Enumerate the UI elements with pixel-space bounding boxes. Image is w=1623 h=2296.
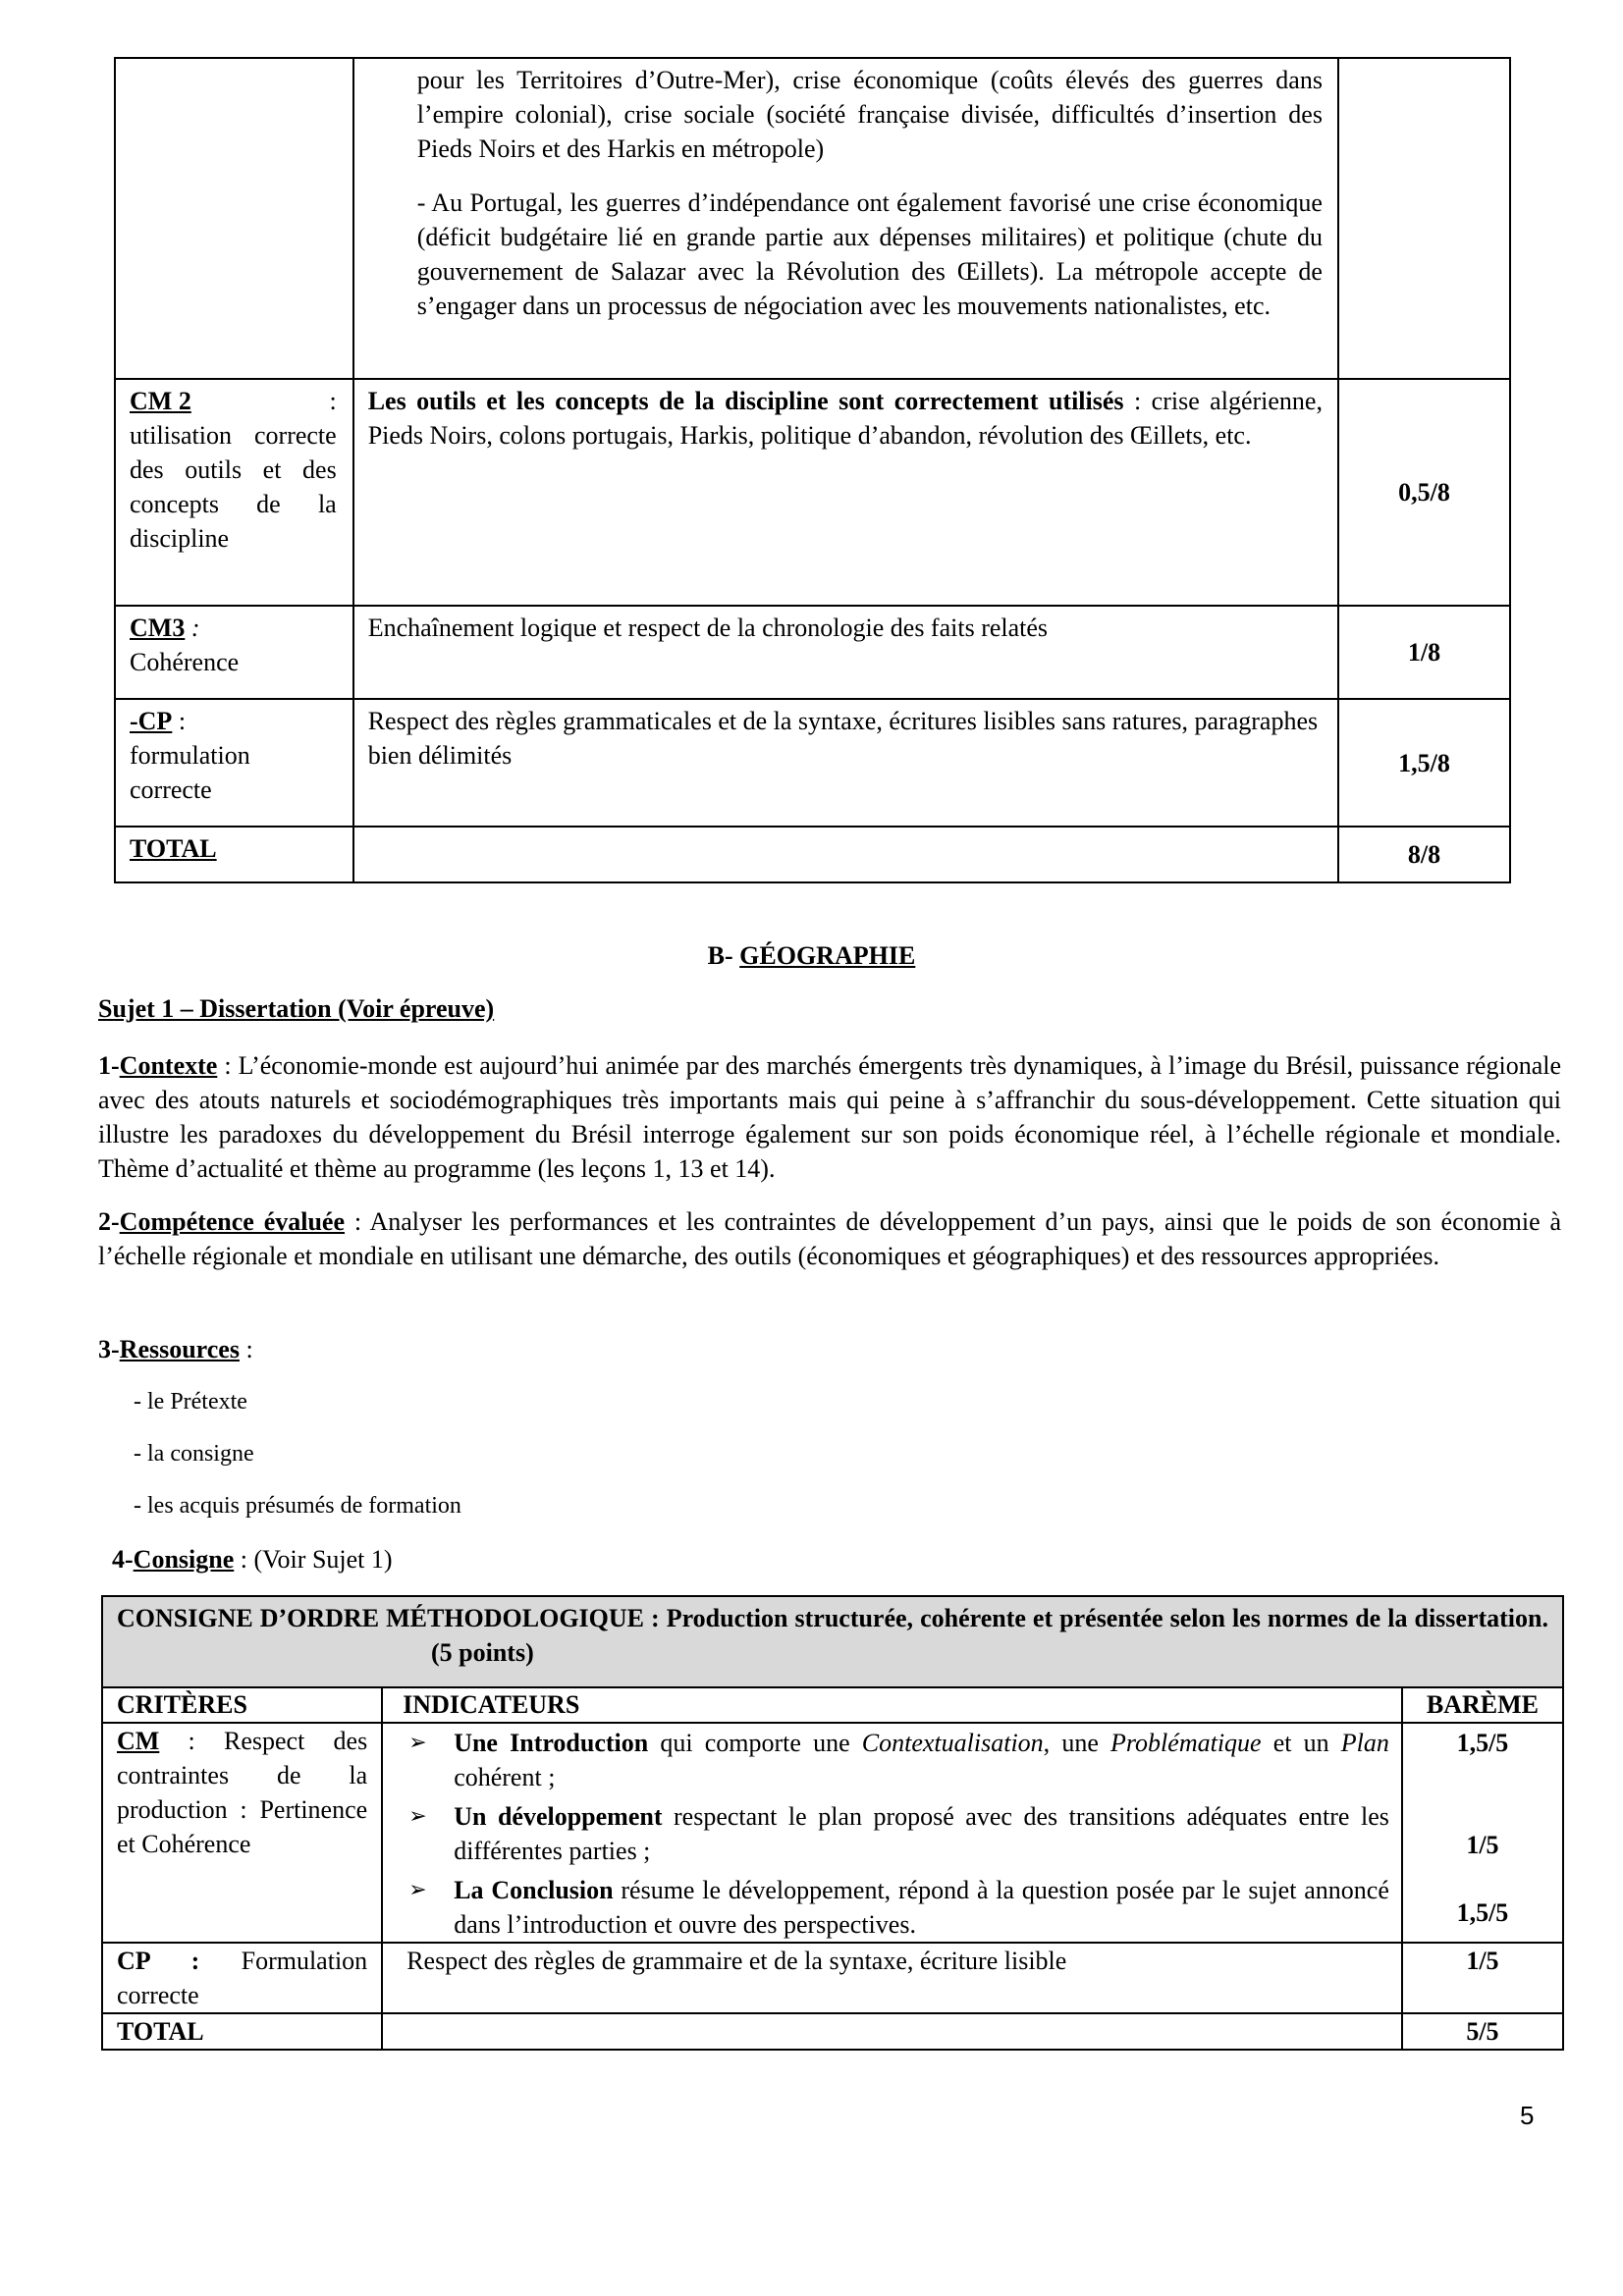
total-score: 5/5: [1402, 2013, 1563, 2050]
consigne-num: 4-: [112, 1545, 134, 1574]
indicator-bold: Les outils et les concepts de la discipline sont correctement utilisés: [367, 387, 1124, 415]
table-row: [115, 699, 1510, 827]
list-item: - le Prétexte: [134, 1389, 247, 1415]
indicator-cell: [353, 58, 1338, 379]
list-item: - la consigne: [134, 1441, 254, 1467]
consigne-header-points: (5 points): [431, 1638, 534, 1667]
consigne-heading: [112, 1542, 1575, 1576]
indicator-text: respectant le plan proposé avec des transitions adéquates entre les différentes parties ;: [454, 1802, 1389, 1865]
criteria-label: Formulation correcte: [117, 1947, 368, 2009]
arrow-bullet-icon: ➢: [408, 1804, 427, 1829]
total-label: TOTAL: [102, 2013, 382, 2050]
score-value: 1/5: [1466, 1831, 1499, 1859]
indicator-text: et un: [1261, 1729, 1341, 1757]
col-criteres: CRITÈRES: [102, 1687, 382, 1723]
indicator-item: [403, 1726, 1389, 1794]
indicator-bold: Une Introduction: [454, 1729, 649, 1757]
col-bareme: BARÈME: [1402, 1687, 1563, 1723]
indicator-item: [403, 1799, 1389, 1868]
indicator-text: qui comporte une: [648, 1729, 862, 1757]
page-number: 5: [1520, 2101, 1535, 2130]
indicator-text: résume le développement, répond à la question posée par le sujet annoncé dans l’introduction et ouvre des perspectives.: [454, 1876, 1389, 1939]
indicator-text: Respect des règles grammaticales et de la syntaxe, écritures lisibles sans ratures, paragraphes bien délimités: [353, 699, 1338, 827]
table-row: [115, 379, 1510, 606]
criteria-label: formulation correcte: [130, 741, 250, 804]
continuation-paragraph-2: - Au Portugal, les guerres d’indépendance ont également favorisé une crise économique (déficit budgétaire lié en grande partie aux dépenses militaires) et politique (chute du gouvernement de Salazar avec la Révolution des Œillets). La métropole accepte de s’engager dans un processus de négociation avec les mouvements nationalistes, etc.: [416, 188, 1323, 320]
competence-label: Compétence évaluée: [119, 1207, 345, 1236]
score-cell-empty: [1338, 58, 1510, 379]
criteria-cell: CM 2 : utilisation correcte des outils et des concepts de la discipline: [115, 379, 353, 606]
total-score: 8/8: [1338, 827, 1510, 882]
indicator-text: , une: [1043, 1729, 1111, 1757]
ressources-num: 3-: [98, 1335, 120, 1363]
indicator-italic: Contextualisation: [861, 1729, 1044, 1757]
list-item: - les acquis présumés de formation: [134, 1493, 461, 1519]
total-empty: [382, 2013, 1402, 2050]
table-row: [102, 1723, 1563, 1943]
consigne-header-text: CONSIGNE D’ORDRE MÉTHODOLOGIQUE : Production structurée, cohérente et présentée selon les normes de la dissertation.: [117, 1604, 1548, 1632]
competence-text: : Analyser les performances et les contraintes de développement d’un pays, ainsi que le poids de son économie à l’échelle régionale et mondiale en utilisant une démarche, des outils (économiques et géographiques) et des ressources appropriées.: [98, 1207, 1561, 1270]
indicator-text: : crise algérienne, Pieds Noirs, colons portugais, Harkis, politique d’abandon, révolution des Œillets, etc.: [367, 387, 1323, 450]
col-indicateurs: INDICATEURS: [382, 1687, 1402, 1723]
table-row: [115, 58, 1510, 379]
column-header-row: [102, 1687, 1563, 1723]
grading-table-geography: [101, 1595, 1564, 2051]
arrow-bullet-icon: ➢: [408, 1731, 427, 1755]
indicator-bold: Un développement: [454, 1802, 663, 1831]
table-row: [115, 606, 1510, 699]
indicator-italic: Problématique: [1110, 1729, 1262, 1757]
criteria-code: -CP: [130, 707, 173, 735]
criteria-cell: -CP : formulation correcte: [115, 699, 353, 827]
indicator-text: Enchaînement logique et respect de la chronologie des faits relatés: [353, 606, 1338, 699]
indicator-bold: La Conclusion: [454, 1876, 614, 1904]
consigne-text: : (Voir Sujet 1): [234, 1545, 393, 1574]
score-value: 1,5/8: [1338, 699, 1510, 827]
criteria-code: CM3: [130, 614, 186, 642]
indicator-text: Respect des règles de grammaire et de la syntaxe, écriture lisible: [382, 1943, 1402, 2013]
criteria-code: CM 2: [130, 387, 191, 415]
subject-title: Sujet 1 – Dissertation (Voir épreuve): [98, 994, 495, 1023]
criteria-cell: [102, 1723, 382, 1943]
table-row: [102, 1943, 1563, 2013]
score-value: 1/8: [1338, 606, 1510, 699]
indicator-item: [403, 1873, 1389, 1942]
continuation-paragraph-1: pour les Territoires d’Outre-Mer), crise économique (coûts élevés des guerres dans l’empire colonial), crise sociale (société française divisée, difficultés d’insertion des Pieds Noirs et des Harkis en métropole): [416, 66, 1323, 163]
criteria-code: CM: [117, 1727, 160, 1755]
competence-num: 2-: [98, 1207, 120, 1236]
criteria-cell: CM3 : Cohérence: [115, 606, 353, 699]
indicator-italic: Plan: [1340, 1729, 1389, 1757]
total-empty: [353, 827, 1338, 882]
contexte-paragraph: [98, 1048, 1561, 1186]
total-label: TOTAL: [115, 827, 353, 882]
ressources-suffix: :: [239, 1335, 253, 1363]
criteria-code: CP :: [117, 1947, 200, 1975]
section-title-text: GÉOGRAPHIE: [739, 941, 916, 970]
indicator-text: cohérent ;: [454, 1763, 556, 1791]
contexte-num: 1-: [98, 1051, 120, 1080]
consigne-label: Consigne: [133, 1545, 235, 1574]
score-value: 1,5/5: [1456, 1898, 1509, 1927]
score-cell: [1402, 1723, 1563, 1943]
criteria-cell: [102, 1943, 382, 2013]
contexte-text: : L’économie-monde est aujourd’hui animée par des marchés émergents très dynamiques, à l’image du Brésil, puissance régionale avec des atouts naturels et sociodémographiques très importants mais qui peine à s’affranchir du sous-développement. Cette situation qui illustre les paradoxes du développement du Brésil interroge également sur son poids économique réel, à l’échelle régionale et mondiale. Thème d’actualité et thème au programme (les leçons 1, 13 et 14).: [98, 1051, 1561, 1183]
ressources-label: Ressources: [119, 1335, 240, 1363]
competence-paragraph: [98, 1204, 1561, 1273]
section-title: [0, 938, 1623, 973]
score-value: 1,5/5: [1456, 1729, 1509, 1757]
criteria-label: : Respect des contraintes de la production : Pertinence et Cohérence: [117, 1727, 368, 1858]
criteria-label: Cohérence: [130, 648, 240, 676]
table-row-total: [115, 827, 1510, 882]
table-row-total: [102, 2013, 1563, 2050]
criteria-label: utilisation correcte des outils et des concepts de la discipline: [130, 421, 337, 553]
criteria-cell-empty: [115, 58, 353, 379]
score-value: 0,5/8: [1338, 379, 1510, 606]
arrow-bullet-icon: ➢: [408, 1878, 427, 1902]
score-value: 1/5: [1402, 1943, 1563, 2013]
indicator-cell: [353, 379, 1338, 606]
ressources-heading: [98, 1332, 1561, 1366]
indicator-cell: [382, 1723, 1402, 1943]
contexte-label: Contexte: [119, 1051, 218, 1080]
grading-table-history: [114, 57, 1511, 883]
consigne-header: [102, 1596, 1563, 1687]
table-header-row: [102, 1596, 1563, 1687]
section-prefix: B-: [707, 941, 740, 970]
